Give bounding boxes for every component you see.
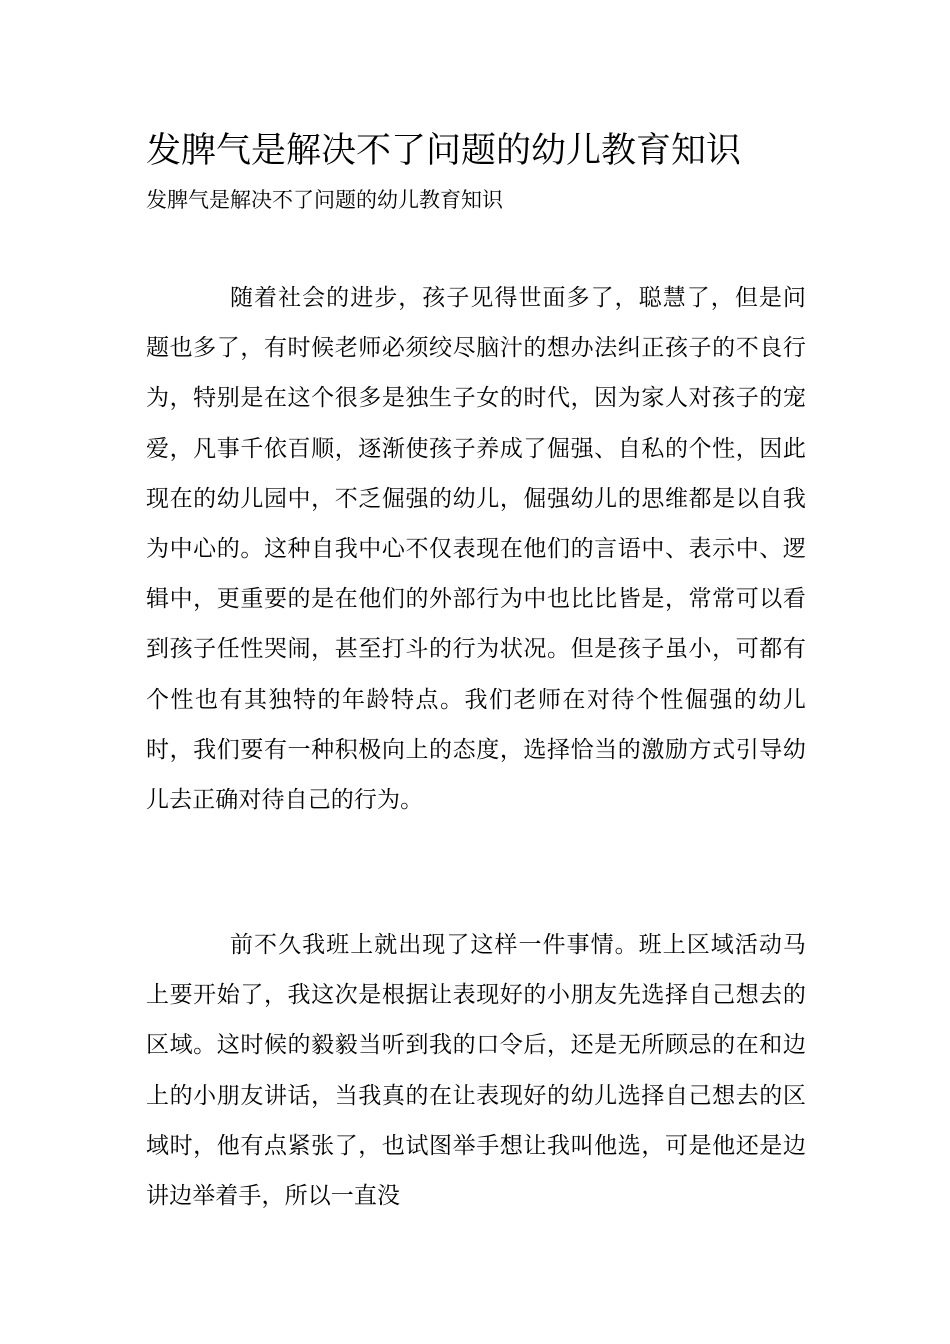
body-paragraph-2: 前不久我班上就出现了这样一件事情。班上区域活动马上要开始了，我这次是根据让表现好的小朋友先选择自己想去的区域。这时候的毅毅当听到我的口令后，还是无所顾忌的在和边上的小朋友讲话，当我真的在让表现好的幼儿选择自己想去的区域时，他有点紧张了，也试图举手想让我叫他选，可是他还是边讲边举着手，所以一直没 bbox=[146, 932, 806, 1210]
document-subtitle: 发脾气是解决不了问题的幼儿教育知识 bbox=[146, 188, 503, 212]
body-paragraph-1: 随着社会的进步，孩子见得世面多了，聪慧了，但是问题也多了，有时候老师必须绞尽脑汁的想办法纠正孩子的不良行为，特别是在这个很多是独生子女的时代，因为家人对孩子的宠爱，凡事千依百顺，逐渐使孩子养成了倔强、自私的个性，因此现在的幼儿园中，不乏倔强的幼儿，倔强幼儿的思维都是以自我为中心的。这种自我中心不仅表现在他们的言语中、表示中、逻辑中，更重要的是在他们的外部行为中也比比皆是，常常可以看到孩子任性哭闹，甚至打斗的行为状况。但是孩子虽小，可都有个性也有其独特的年龄特点。我们老师在对待个性倔强的幼儿时，我们要有一种积极向上的态度，选择恰当的激励方式引导幼儿去正确对待自己的行为。 bbox=[146, 285, 806, 814]
document-title: 发脾气是解决不了问题的幼儿教育知识 bbox=[146, 131, 742, 171]
